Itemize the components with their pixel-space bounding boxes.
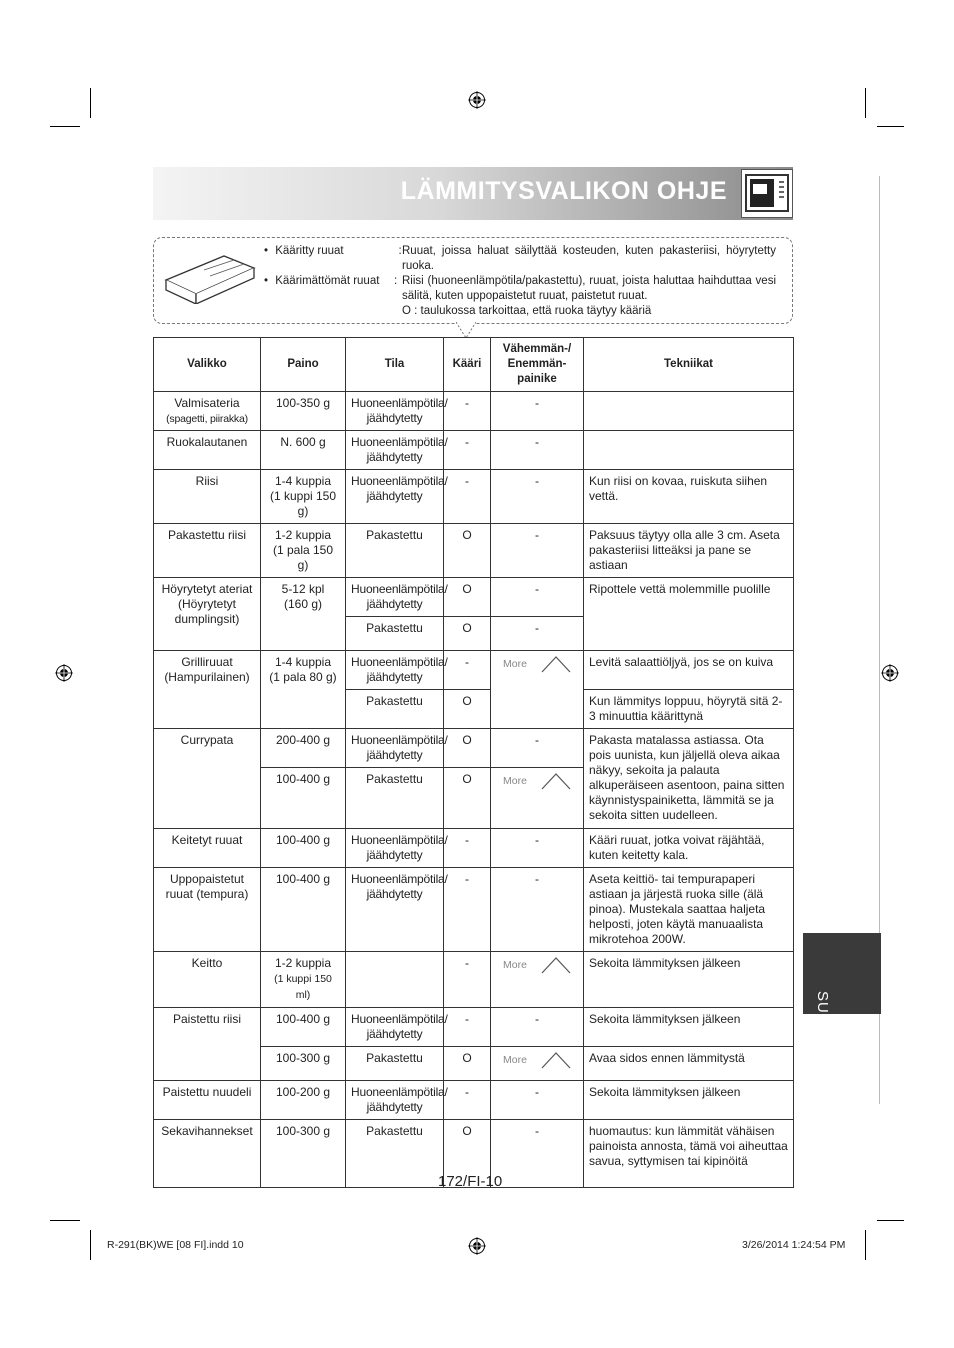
state-cell: Huoneenlämpötila/ jäähdytetty xyxy=(346,392,444,431)
more-button-indicator: More xyxy=(496,655,578,673)
state-cell: Huoneenlämpötila/ jäähdytetty xyxy=(346,1081,444,1120)
column-header: Kääri xyxy=(444,338,491,392)
chevron-up-icon xyxy=(541,1051,571,1069)
tech-cell: Ripottele vettä molemmille puolille xyxy=(584,578,794,651)
tech-cell: Kun riisi on kovaa, ruiskuta siihen vettä. xyxy=(584,470,794,524)
heating-menu-table xyxy=(153,337,794,1188)
button-cell xyxy=(491,651,584,729)
menu-cell: Pakastettu riisi xyxy=(154,524,261,578)
menu-cell: Ruokalautanen xyxy=(154,431,261,470)
menu-cell: Grilliruuat (Hampurilainen) xyxy=(154,651,261,729)
table-row xyxy=(154,431,794,470)
menu-cell: Keitto xyxy=(154,952,261,1008)
weight-cell: 100-400 g xyxy=(261,1008,346,1047)
info-note: O : taulukossa tarkoittaa, että ruoka täytyy kääriä xyxy=(402,305,652,317)
tech-cell: Avaa sidos ennen lämmitystä xyxy=(584,1047,794,1081)
wrap-cell: - xyxy=(444,470,491,524)
wrap-cell: - xyxy=(444,868,491,952)
tech-cell: Kääri ruuat, jotka voivat räjähtää, kuten keitetty kala. xyxy=(584,829,794,868)
info-term: Käärimättömät ruuat xyxy=(275,275,380,287)
button-cell: - xyxy=(491,392,584,431)
table-row xyxy=(154,392,794,431)
weight-cell: 1-4 kuppia (1 kuppi 150 g) xyxy=(261,470,346,524)
microwave-icon xyxy=(741,169,793,218)
crop-mark xyxy=(865,1230,866,1260)
wrap-cell: O xyxy=(444,1120,491,1188)
weight-cell: 100-300 g xyxy=(261,1120,346,1188)
language-tab xyxy=(803,933,881,1046)
button-cell: - xyxy=(491,1120,584,1188)
table-row xyxy=(154,729,794,768)
table-row xyxy=(154,1008,794,1047)
table-row xyxy=(154,868,794,952)
button-cell: - xyxy=(491,578,584,617)
table-row xyxy=(154,829,794,868)
table-row xyxy=(154,952,794,1008)
wrap-cell: O xyxy=(444,578,491,617)
info-box xyxy=(153,237,793,324)
state-cell: Huoneenlämpötila/ jäähdytetty xyxy=(346,868,444,952)
language-tab-label: SUOMI xyxy=(814,991,831,1046)
menu-cell: Paistettu riisi xyxy=(154,1008,261,1081)
bullet: • xyxy=(264,275,269,287)
page-title: LÄMMITYSVALIKON OHJE xyxy=(400,177,727,205)
wrapped-food-icon xyxy=(164,250,256,304)
menu-cell: Uppopaistetut ruuat (tempura) xyxy=(154,868,261,952)
state-cell: Pakastettu xyxy=(346,1047,444,1081)
wrap-cell: - xyxy=(444,1008,491,1047)
column-header: Vähemmän-/ Enemmän-painike xyxy=(491,338,584,392)
state-cell: Pakastettu xyxy=(346,524,444,578)
wrap-cell: O xyxy=(444,1047,491,1081)
state-cell: Pakastettu xyxy=(346,617,444,651)
weight-cell: 1-4 kuppia (1 pala 80 g) xyxy=(261,651,346,729)
menu-cell: Currypata xyxy=(154,729,261,829)
weight-cell: 1-2 kuppia (1 pala 150 g) xyxy=(261,524,346,578)
chevron-up-icon xyxy=(541,772,571,790)
tech-cell: Levitä salaattiöljyä, jos se on kuiva xyxy=(584,651,794,690)
registration-mark-icon xyxy=(468,1237,486,1255)
column-header: Tila xyxy=(346,338,444,392)
tech-cell: Paksuus täytyy olla alle 3 cm. Aseta pakasteriisi litteäksi ja pane se astiaan xyxy=(584,524,794,578)
crop-mark xyxy=(50,126,80,127)
wrap-cell: - xyxy=(444,829,491,868)
wrap-cell: O xyxy=(444,729,491,768)
tech-cell xyxy=(584,392,794,431)
weight-cell: 100-400 g xyxy=(261,829,346,868)
tech-cell: Sekoita lämmityksen jälkeen xyxy=(584,1081,794,1120)
state-cell: Pakastettu xyxy=(346,768,444,829)
table-row xyxy=(154,1081,794,1120)
weight-cell: 200-400 g xyxy=(261,729,346,768)
button-cell: - xyxy=(491,829,584,868)
menu-cell: Riisi xyxy=(154,470,261,524)
weight-cell: 100-400 g xyxy=(261,868,346,952)
column-header: Valikko xyxy=(154,338,261,392)
state-cell: Huoneenlämpötila/ jäähdytetty xyxy=(346,470,444,524)
menu-cell: Höyrytetyt ateriat (Höyrytetyt dumplingsit) xyxy=(154,578,261,651)
state-cell: Huoneenlämpötila/ jäähdytetty xyxy=(346,651,444,690)
state-cell: Huoneenlämpötila/ jäähdytetty xyxy=(346,729,444,768)
registration-mark-icon xyxy=(55,664,73,682)
page-header xyxy=(153,167,793,220)
crop-mark xyxy=(90,88,91,118)
tech-cell: Kun lämmitys loppuu, höyrytä sitä 2-3 minuuttia käärittynä xyxy=(584,690,794,729)
weight-cell: 1-2 kuppia (1 kuppi 150 ml) xyxy=(261,952,346,1008)
column-header: Paino xyxy=(261,338,346,392)
weight-cell: 5-12 kpl (160 g) xyxy=(261,578,346,651)
table-header-row xyxy=(154,338,794,392)
wrap-cell: O xyxy=(444,690,491,729)
tech-cell: Sekoita lämmityksen jälkeen xyxy=(584,952,794,1008)
more-button-indicator: More xyxy=(496,956,578,974)
menu-cell: Keitetyt ruuat xyxy=(154,829,261,868)
state-cell: Huoneenlämpötila/ jäähdytetty xyxy=(346,578,444,617)
table-row xyxy=(154,578,794,617)
menu-cell: Sekavihannekset xyxy=(154,1120,261,1188)
weight-cell: N. 600 g xyxy=(261,431,346,470)
state-cell: Huoneenlämpötila/ jäähdytetty xyxy=(346,829,444,868)
wrap-cell: - xyxy=(444,952,491,1008)
weight-cell: 100-200 g xyxy=(261,1081,346,1120)
button-cell: - xyxy=(491,617,584,651)
tech-cell: Sekoita lämmityksen jälkeen xyxy=(584,1008,794,1047)
more-button-indicator: More xyxy=(496,1051,578,1069)
state-cell: Pakastettu xyxy=(346,1120,444,1188)
button-cell: - xyxy=(491,524,584,578)
page-number: 172/FI-10 xyxy=(438,1173,503,1190)
wrap-cell: O xyxy=(444,524,491,578)
wrap-cell: - xyxy=(444,1081,491,1120)
footer-filename: R-291(BK)WE [08 FI].indd 10 xyxy=(107,1239,244,1251)
table-row xyxy=(154,470,794,524)
registration-mark-icon xyxy=(881,664,899,682)
button-cell: - xyxy=(491,1008,584,1047)
menu-cell: Paistettu nuudeli xyxy=(154,1081,261,1120)
registration-mark-icon xyxy=(468,91,486,109)
button-cell: - xyxy=(491,431,584,470)
footer-date: 3/26/2014 1:24:54 PM xyxy=(742,1239,846,1251)
column-header: Tekniikat xyxy=(584,338,794,392)
crop-mark xyxy=(50,1220,80,1221)
wrap-cell: - xyxy=(444,392,491,431)
weight-cell: 100-300 g xyxy=(261,1047,346,1081)
tech-cell: Pakasta matalassa astiassa. Ota pois uunista, kun jäljellä oleva aikaa näkyy, sekoita ja palauta alkuperäiseen asentoon, paina sitten käynnistyspainiketta, lämmitä se ja sekoita sitten uudelleen. xyxy=(584,729,794,829)
wrap-cell: O xyxy=(444,768,491,829)
weight-cell: 100-400 g xyxy=(261,768,346,829)
tech-cell: Aseta keittiö- tai tempurapaperi astiaan ja järjestä ruoka sille (älä pinoa). Mustekala saattaa haljeta helposti, joten käytä manuaalista mikrotehoa 200W. xyxy=(584,868,794,952)
button-cell xyxy=(491,952,584,1008)
table-row xyxy=(154,651,794,690)
table-row xyxy=(154,524,794,578)
crop-mark xyxy=(877,1220,904,1221)
weight-cell: 100-350 g xyxy=(261,392,346,431)
button-cell: - xyxy=(491,868,584,952)
button-cell xyxy=(491,1047,584,1081)
button-cell xyxy=(491,768,584,829)
chevron-up-icon xyxy=(541,956,571,974)
wrap-cell: O xyxy=(444,617,491,651)
tech-cell xyxy=(584,431,794,470)
wrap-cell: - xyxy=(444,651,491,690)
separator: : xyxy=(394,275,398,287)
menu-cell: Valmisateria (spagetti, piirakka) xyxy=(154,392,261,431)
info-term: Kääritty ruuat xyxy=(275,245,344,257)
state-cell xyxy=(346,952,444,1008)
state-cell: Huoneenlämpötila/ jäähdytetty xyxy=(346,431,444,470)
info-row xyxy=(264,274,404,289)
button-cell: - xyxy=(491,470,584,524)
crop-mark xyxy=(90,1230,91,1260)
separator: : xyxy=(398,245,402,257)
button-cell: - xyxy=(491,1081,584,1120)
state-cell: Huoneenlämpötila/ jäähdytetty xyxy=(346,1008,444,1047)
info-desc: Ruuat, joissa haluat säilyttää kosteuden, kuten pakasteriisi, höyrytetty ruoka. xyxy=(402,245,776,272)
bullet: • xyxy=(264,245,269,257)
chevron-up-icon xyxy=(541,655,571,673)
crop-mark xyxy=(865,88,866,118)
crop-mark xyxy=(877,126,904,127)
wrap-cell: - xyxy=(444,431,491,470)
button-cell: - xyxy=(491,729,584,768)
more-button-indicator: More xyxy=(496,772,578,790)
info-desc: Riisi (huoneenlämpötila/pakastettu), ruuat, joista haluttaa haihduttaa vesi sälitä, kuten uppopaistetut ruuat, paistetut ruuat. xyxy=(402,275,776,302)
state-cell: Pakastettu xyxy=(346,690,444,729)
tech-cell: huomautus: kun lämmität vähäisen painoista annosta, tämä voi aiheuttaa savua, syttymisen tai kipinöitä xyxy=(584,1120,794,1188)
